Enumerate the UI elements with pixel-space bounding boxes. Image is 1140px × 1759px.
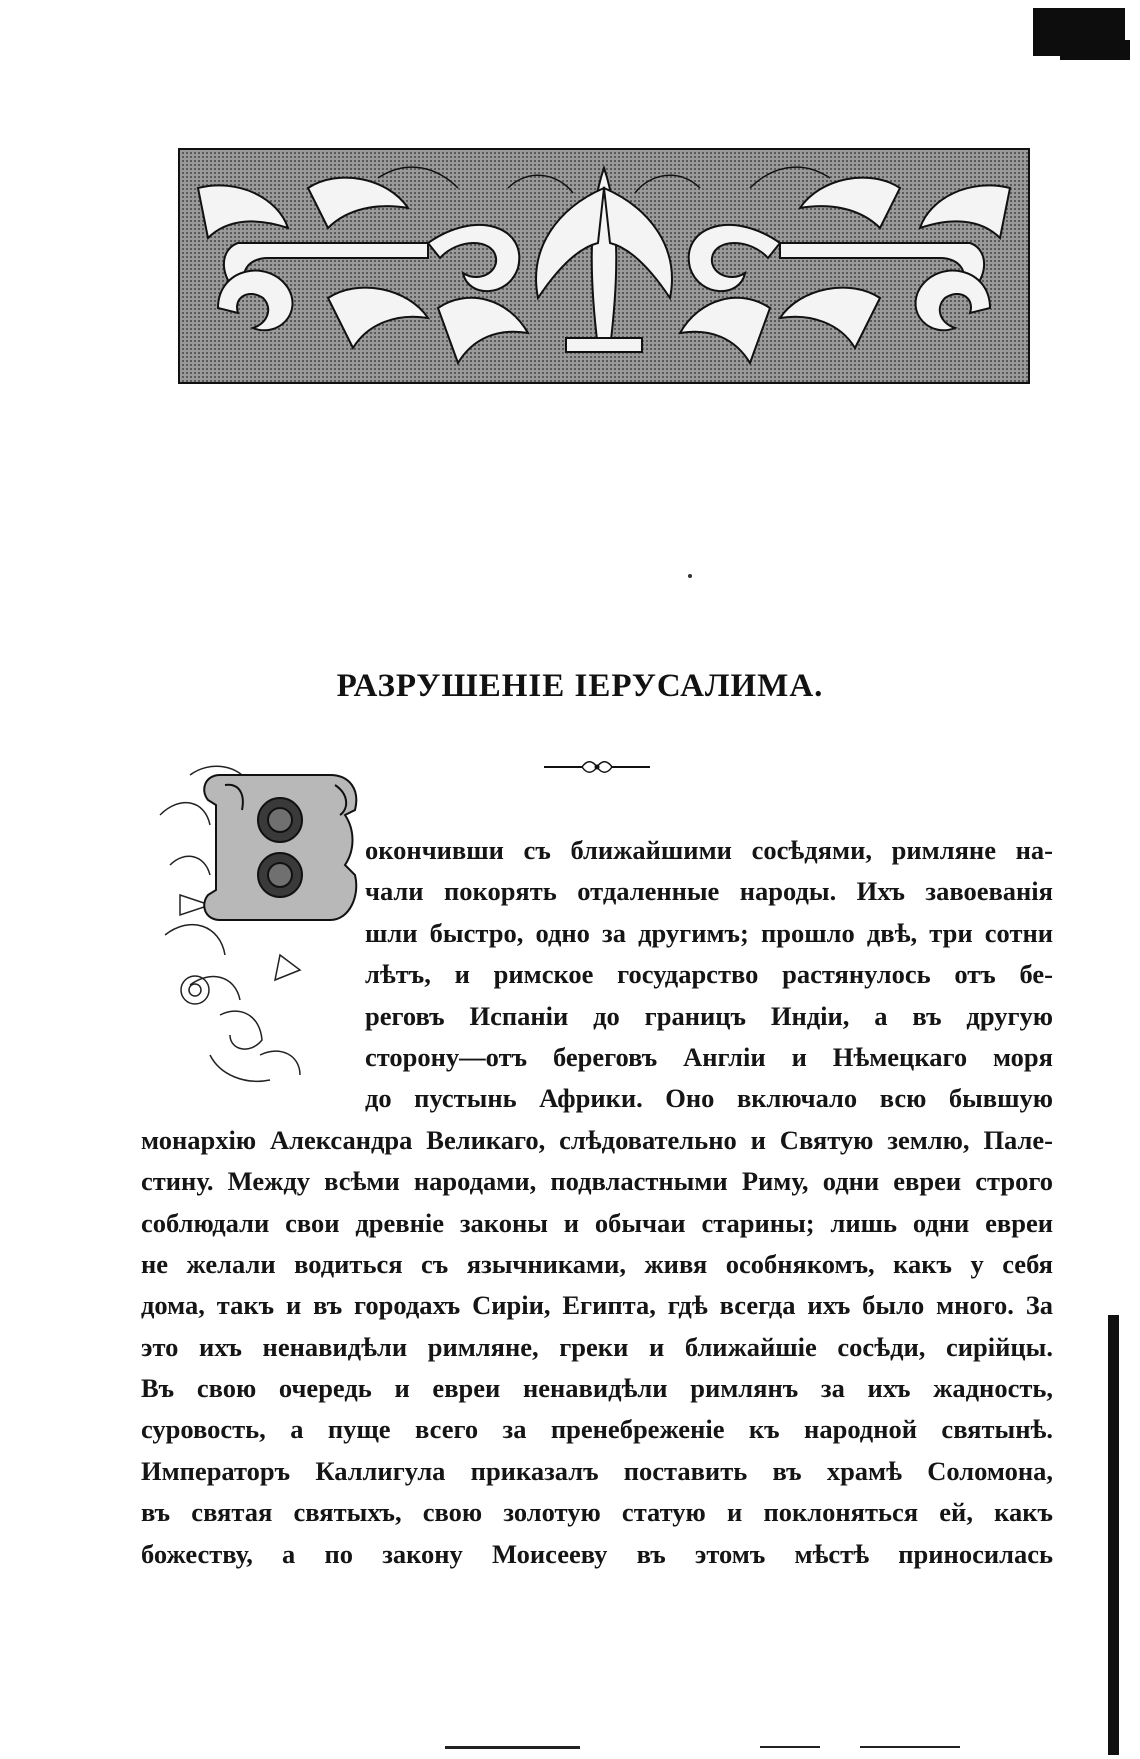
text-line: лѣтъ, и римское государство растянулось отъ бе-	[365, 959, 1053, 990]
scan-bottom-line	[445, 1746, 580, 1749]
text-line: не желали водиться съ язычниками, живя особнякомъ, какъ у себя	[141, 1248, 1053, 1279]
text-line: Императоръ Каллигула приказалъ поставить въ храмѣ Соломона,	[141, 1455, 1053, 1486]
page-title: РАЗРУШЕНІЕ ІЕРУСАЛИМА.	[336, 668, 824, 704]
text-line: Въ свою очередь и евреи ненавидѣли римлянъ за ихъ жадность,	[141, 1373, 1053, 1404]
text-line: дома, такъ и въ городахъ Сиріи, Египта, гдѣ всегда ихъ было много. За	[141, 1290, 1053, 1321]
text-line: сторону—отъ береговъ Англіи и Нѣмецкаго моря	[365, 1041, 1053, 1072]
text-line: до пустынь Африки. Оно включало всю бывшую	[365, 1083, 1053, 1114]
scan-bottom-line	[760, 1746, 820, 1748]
text-line: стину. Между всѣми народами, подвластными Риму, одни евреи строго	[141, 1166, 1053, 1197]
stray-mark	[688, 574, 692, 578]
text-line: въ святая святыхъ, свою золотую статую и поклоняться ей, какъ	[141, 1497, 1053, 1528]
text-line: это ихъ ненавидѣли римляне, греки и ближайшіе сосѣди, сирійцы.	[141, 1331, 1053, 1362]
text-line: соблюдали свои древніе законы и обычаи старины; лишь одни евреи	[141, 1207, 1053, 1238]
scan-edge-mark	[1060, 40, 1130, 60]
text-line: божеству, а по закону Моисееву въ этомъ мѣстѣ приносилась	[141, 1538, 1053, 1569]
text-line: окончивши съ ближайшими сосѣдями, римляне на-	[365, 835, 1053, 865]
scan-edge-mark	[1108, 1315, 1119, 1755]
text-line: шли быстро, одно за другимъ; прошло двѣ, три сотни	[365, 917, 1053, 948]
text-line: суровость, а пуще всего за пренебреженіе къ народной святынѣ.	[141, 1414, 1053, 1445]
scan-bottom-line	[860, 1746, 960, 1748]
body-text	[141, 830, 1053, 1575]
text-line: монархію Александра Великаго, слѣдовательно и Святую землю, Пале-	[141, 1124, 1053, 1155]
headpiece-ornament-icon	[178, 148, 1030, 384]
text-line: реговъ Испаніи до границъ Индіи, а въ другую	[365, 1000, 1053, 1031]
ornamental-rule-icon	[542, 757, 652, 777]
text-line: чали покорять отдаленные народы. Ихъ завоеванія	[365, 876, 1053, 907]
